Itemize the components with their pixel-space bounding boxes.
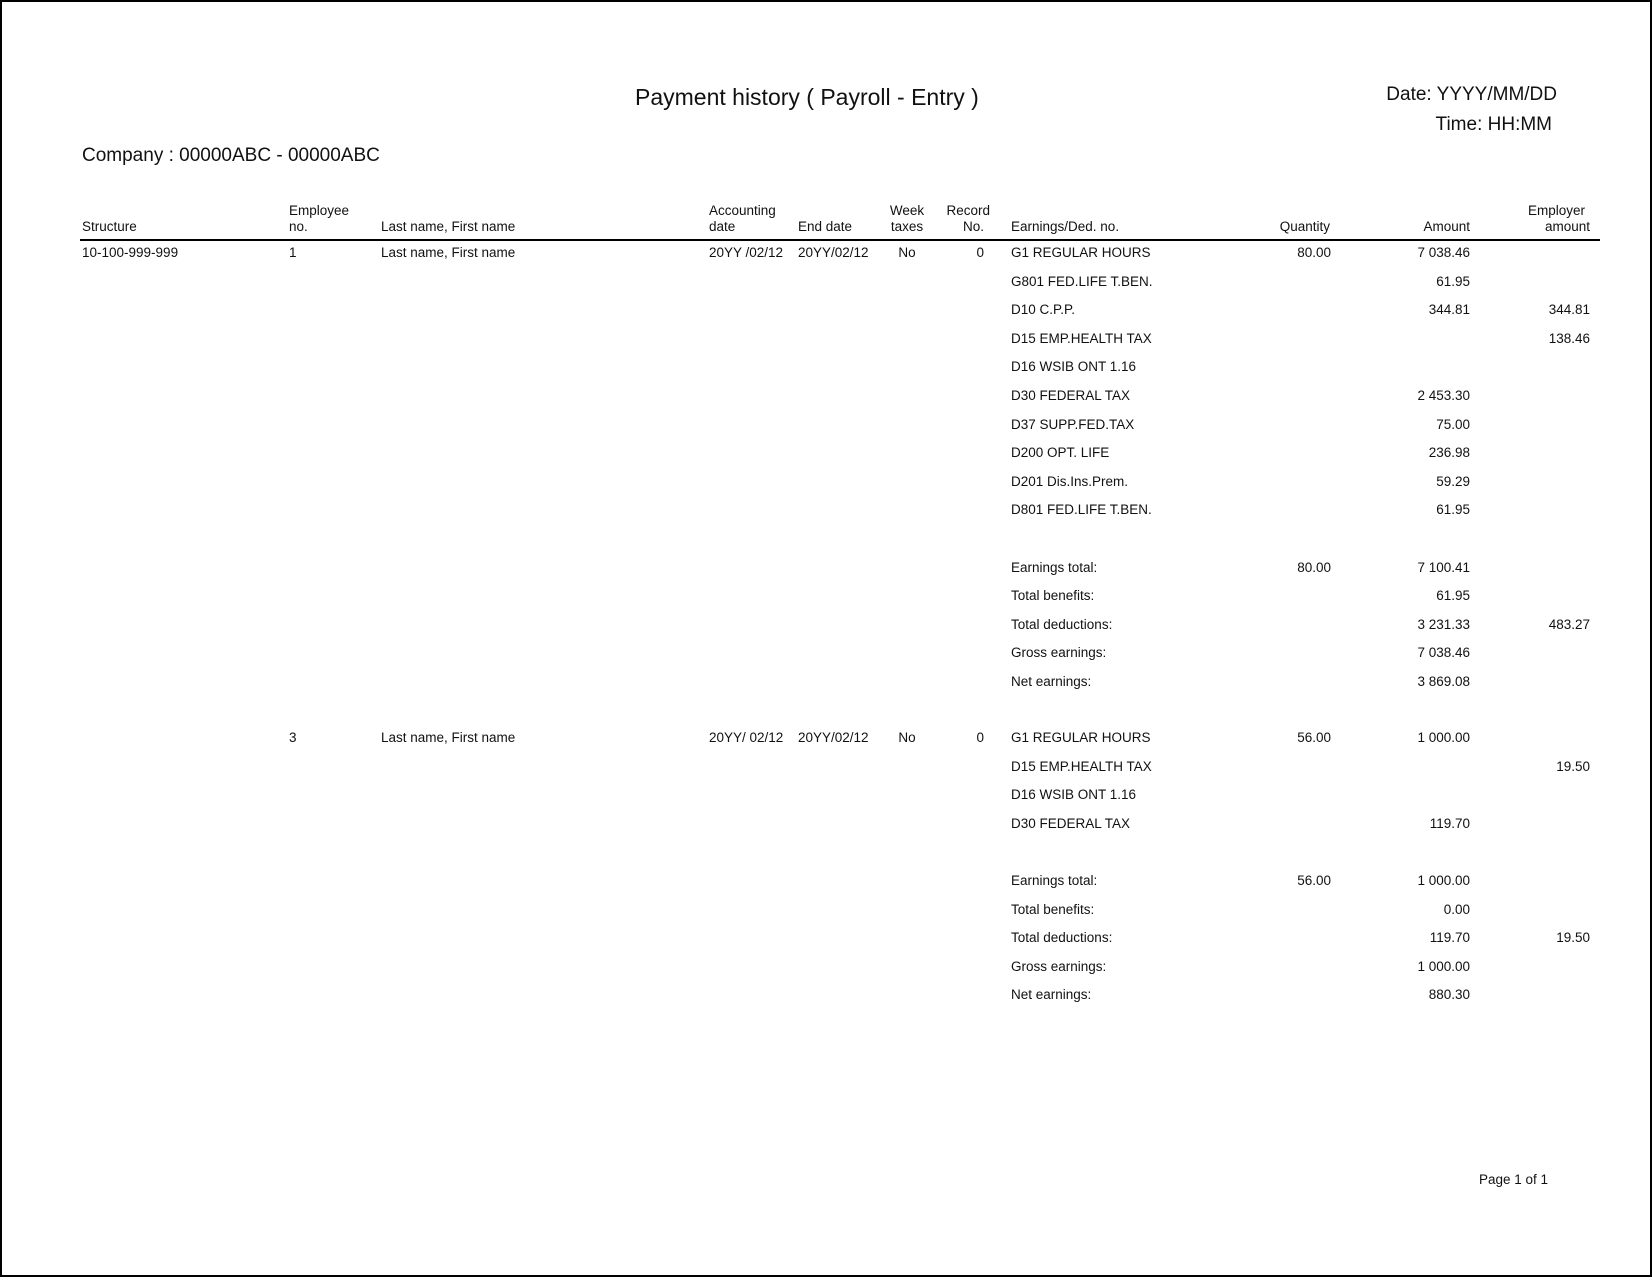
end-date: 20YY/02/12 bbox=[798, 730, 869, 745]
record-number: 0 bbox=[976, 730, 984, 745]
header-underline bbox=[80, 239, 1600, 241]
col-earnings-ded-no: Earnings/Ded. no. bbox=[1011, 219, 1120, 234]
line-amount: 236.98 bbox=[1428, 445, 1470, 461]
line-code: D16 WSIB ONT 1.16 bbox=[1011, 359, 1137, 375]
col-week-taxes-line1: Week bbox=[889, 203, 925, 218]
total-amount: 1 000.00 bbox=[1417, 958, 1470, 974]
line-amount: 61.95 bbox=[1436, 502, 1470, 518]
report-title: Payment history ( Payroll - Entry ) bbox=[635, 84, 979, 110]
line-amount: 2 453.30 bbox=[1417, 388, 1470, 403]
line-code: D15 EMP.HEALTH TAX bbox=[1011, 330, 1152, 346]
line-code: G801 FED.LIFE T.BEN. bbox=[1011, 273, 1153, 289]
total-label: Earnings total: bbox=[1011, 873, 1098, 888]
total-amount: 3 231.33 bbox=[1417, 616, 1470, 632]
total-label: Gross earnings: bbox=[1011, 645, 1107, 661]
accounting-date: 20YY /02/12 bbox=[709, 245, 784, 260]
total-amount: 7 038.46 bbox=[1417, 645, 1470, 661]
total-label: Total benefits: bbox=[1011, 901, 1095, 917]
total-label: Total deductions: bbox=[1011, 616, 1113, 632]
line-quantity: 56.00 bbox=[1297, 730, 1331, 745]
line-code: D801 FED.LIFE T.BEN. bbox=[1011, 502, 1152, 518]
col-name: Last name, First name bbox=[381, 219, 516, 234]
col-record-no-line1: Record bbox=[946, 203, 990, 218]
col-employee-no-line1: Employee bbox=[289, 203, 350, 218]
line-code: D30 FEDERAL TAX bbox=[1011, 388, 1131, 403]
total-quantity: 80.00 bbox=[1297, 559, 1331, 575]
total-label: Net earnings: bbox=[1011, 987, 1092, 1003]
line-quantity: 80.00 bbox=[1297, 245, 1331, 260]
col-amount: Amount bbox=[1423, 219, 1470, 234]
col-week-taxes-line2: taxes bbox=[890, 219, 924, 234]
line-code: D200 OPT. LIFE bbox=[1011, 445, 1110, 461]
total-label: Total benefits: bbox=[1011, 588, 1095, 604]
line-code: D37 SUPP.FED.TAX bbox=[1011, 416, 1135, 432]
line-amount: 344.81 bbox=[1428, 302, 1470, 318]
line-code: D30 FEDERAL TAX bbox=[1011, 815, 1131, 831]
total-amount: 0.00 bbox=[1443, 901, 1470, 917]
col-employee-no-line2: no. bbox=[289, 219, 308, 234]
line-code: D15 EMP.HEALTH TAX bbox=[1011, 758, 1152, 774]
line-employer-amount: 138.46 bbox=[1548, 330, 1590, 346]
total-label: Total deductions: bbox=[1011, 930, 1113, 946]
total-employer-amount: 19.50 bbox=[1556, 930, 1590, 946]
col-accounting-date-line1: Accounting bbox=[709, 203, 776, 218]
total-amount: 61.95 bbox=[1436, 588, 1470, 604]
employee-number: 1 bbox=[289, 245, 297, 260]
line-amount: 75.00 bbox=[1436, 416, 1470, 432]
line-code: D201 Dis.Ins.Prem. bbox=[1011, 473, 1129, 489]
col-employer-amount-line1: Employer bbox=[1527, 203, 1585, 218]
company-label: Company : 00000ABC - 00000ABC bbox=[82, 145, 380, 166]
week-taxes: No bbox=[898, 730, 916, 745]
employee-name: Last name, First name bbox=[381, 245, 516, 260]
end-date: 20YY/02/12 bbox=[798, 245, 869, 260]
line-code: G1 REGULAR HOURS bbox=[1011, 245, 1151, 260]
week-taxes: No bbox=[898, 245, 916, 260]
col-employer-amount-line2: amount bbox=[1544, 219, 1590, 234]
total-amount: 1 000.00 bbox=[1417, 873, 1470, 888]
employee-number: 3 bbox=[289, 730, 297, 745]
total-amount: 3 869.08 bbox=[1417, 674, 1470, 689]
line-employer-amount: 19.50 bbox=[1556, 758, 1590, 774]
line-code: D16 WSIB ONT 1.16 bbox=[1011, 787, 1137, 803]
col-accounting-date-line2: date bbox=[709, 219, 736, 234]
line-amount: 1 000.00 bbox=[1417, 730, 1470, 745]
line-employer-amount: 344.81 bbox=[1548, 302, 1590, 318]
accounting-date: 20YY/ 02/12 bbox=[709, 730, 784, 745]
total-employer-amount: 483.27 bbox=[1548, 616, 1590, 632]
col-record-no-line2: No. bbox=[962, 219, 984, 234]
total-label: Gross earnings: bbox=[1011, 958, 1107, 974]
line-amount: 59.29 bbox=[1436, 473, 1470, 489]
col-structure: Structure bbox=[82, 219, 137, 234]
line-code: G1 REGULAR HOURS bbox=[1011, 730, 1151, 745]
col-quantity: Quantity bbox=[1279, 219, 1330, 234]
line-code: D10 C.P.P. bbox=[1011, 302, 1076, 318]
line-amount: 119.70 bbox=[1429, 815, 1470, 831]
total-quantity: 56.00 bbox=[1297, 873, 1331, 888]
total-amount: 880.30 bbox=[1428, 987, 1470, 1003]
line-amount: 61.95 bbox=[1436, 273, 1470, 289]
page-number: Page 1 of 1 bbox=[1479, 1172, 1549, 1187]
report-date: Date: YYYY/MM/DD bbox=[1386, 84, 1557, 105]
total-label: Earnings total: bbox=[1011, 559, 1098, 575]
employee-structure: 10-100-999-999 bbox=[82, 245, 179, 260]
col-end-date: End date bbox=[798, 219, 853, 234]
total-amount: 119.70 bbox=[1429, 930, 1470, 946]
total-amount: 7 100.41 bbox=[1417, 559, 1470, 575]
total-label: Net earnings: bbox=[1011, 674, 1092, 689]
line-amount: 7 038.46 bbox=[1417, 245, 1470, 260]
employee-name: Last name, First name bbox=[381, 730, 516, 745]
record-number: 0 bbox=[976, 245, 984, 260]
report-time: Time: HH:MM bbox=[1435, 114, 1552, 135]
